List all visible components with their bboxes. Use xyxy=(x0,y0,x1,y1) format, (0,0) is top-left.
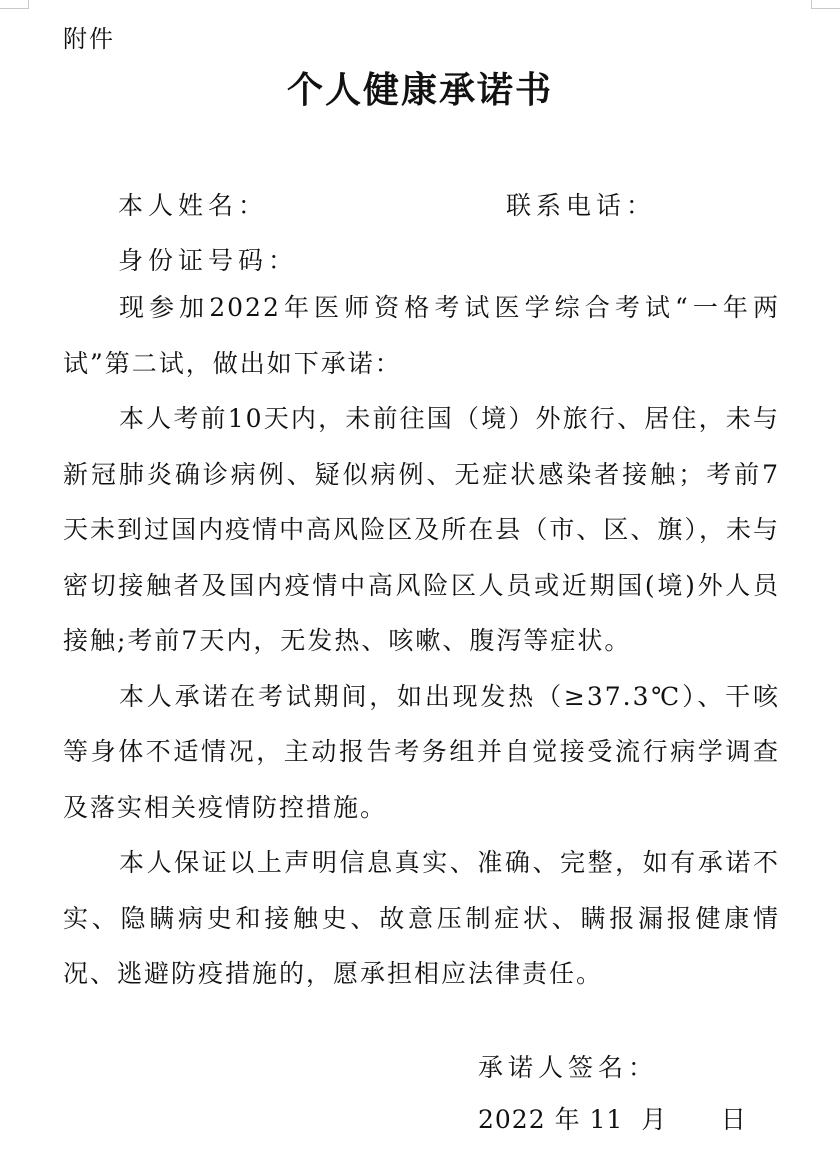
name-field-label: 本人姓名： xyxy=(118,191,269,220)
document-title: 个人健康承诺书 xyxy=(286,70,553,111)
attachment-label: 附件 xyxy=(63,25,115,53)
paragraph-travel-contact: 本人考前10天内，未前往国（境）外旅行、居住，未与新冠肺炎确诊病例、疑似病例、无症状感染者接触；考前7天未到过国内疫情中高风险区及所在县（市、区、旗），未与密切接触者及国内疫情中高风险区人员或近期国(境)外人员接触;考前7天内，无发热、咳嗽、腹泻等症状。 xyxy=(63,404,780,655)
date-line: 2022 年 11 月 日 xyxy=(478,1105,747,1134)
paragraph-guarantee: 本人保证以上声明信息真实、准确、完整，如有承诺不实、隐瞒病史和接触史、故意压制症状、瞒报漏报健康情况、逃避防疫措施的，愿承担相应法律责任。 xyxy=(63,848,780,988)
paragraph-symptom-report: 本人承诺在考试期间，如出现发热（≥37.3℃）、干咳等身体不适情况，主动报告考务组并自觉接受流行病学调查及落实相关疫情防控措施。 xyxy=(63,681,780,822)
paragraph-intro: 现参加2022年医师资格考试医学综合考试“一年两试”第二试，做出如下承诺： xyxy=(63,293,780,378)
signature-label: 承诺人签名： xyxy=(478,1053,659,1082)
page-corner-mark-left xyxy=(0,0,29,9)
page-corner-mark-right xyxy=(811,0,840,9)
id-number-field-label: 身份证号码： xyxy=(118,246,299,275)
phone-field-label: 联系电话： xyxy=(506,191,657,220)
commitment-body xyxy=(63,280,780,1002)
